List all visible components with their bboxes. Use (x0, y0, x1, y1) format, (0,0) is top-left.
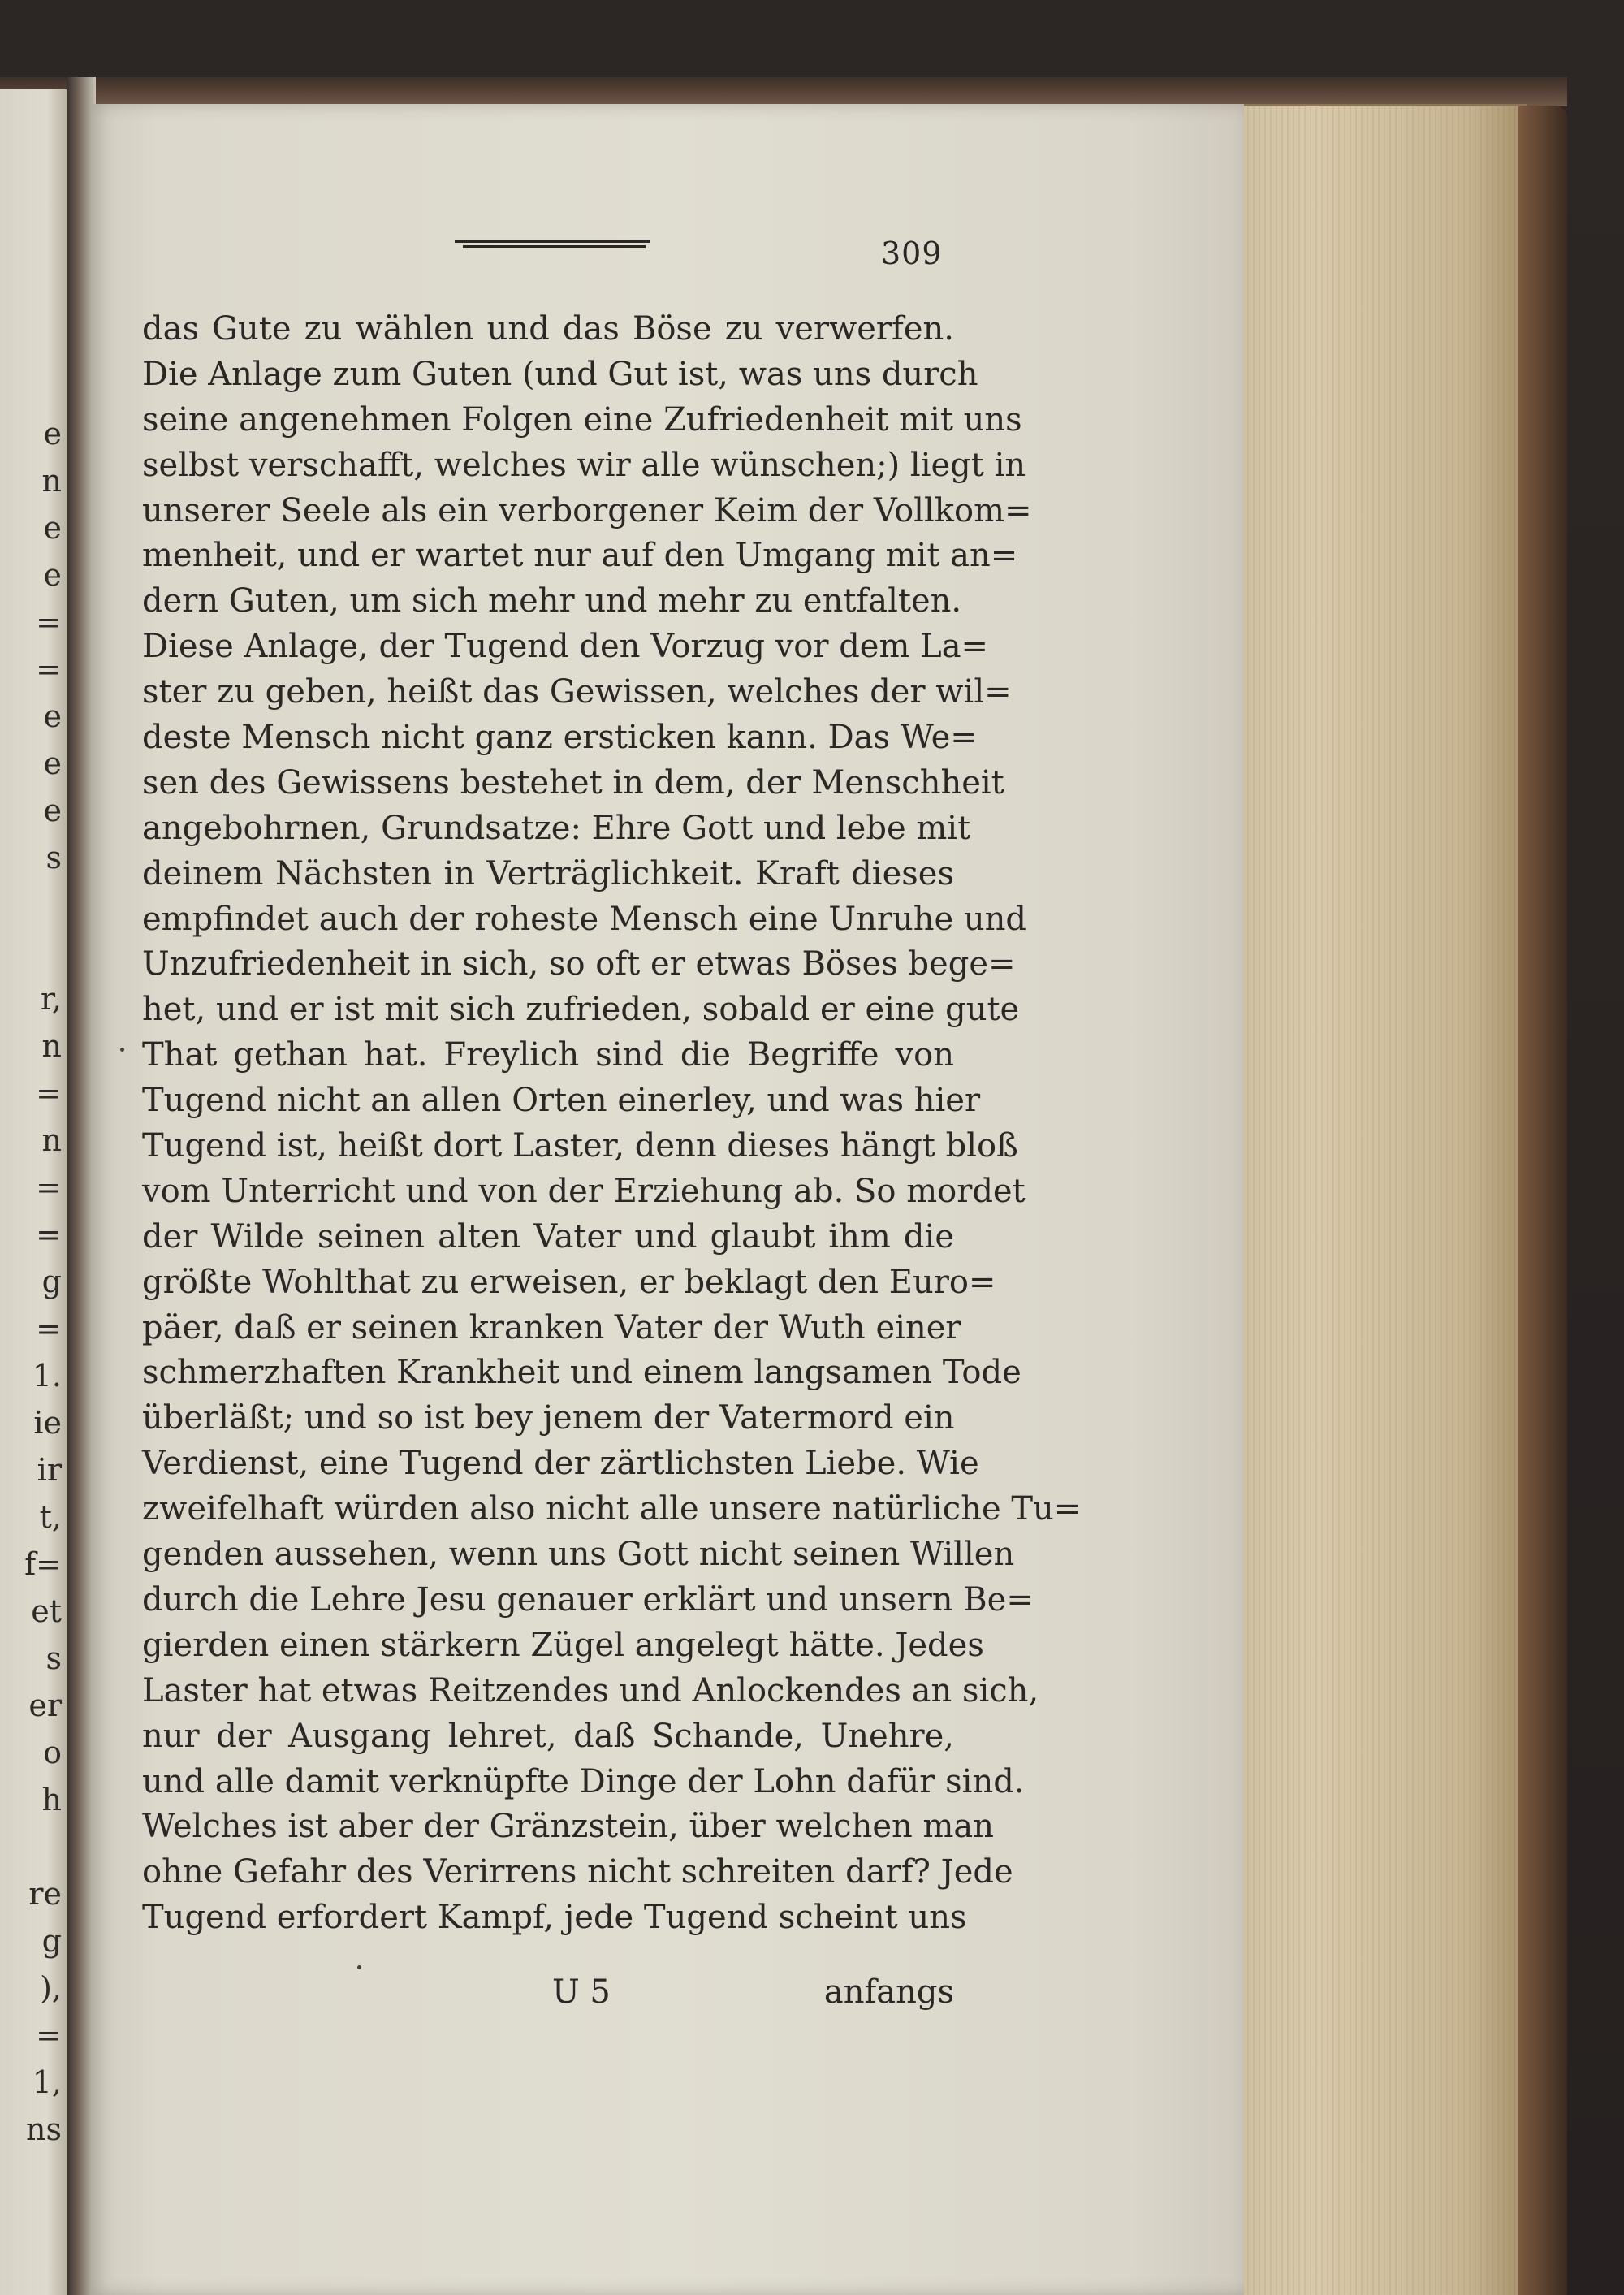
left-page-edge (0, 89, 71, 2295)
text-line: deinem Nächsten in Verträglichkeit. Kraft dieses (142, 854, 954, 892)
left-page-fragment: t, (39, 1499, 62, 1535)
text-line: ster zu geben, heißt das Gewissen, welches der wil= (142, 673, 1012, 711)
text-line: Tugend nicht an allen Orten einerley, und was hier (142, 1082, 981, 1120)
text-line: Tugend ist, heißt dort Laster, denn dieses hängt bloß (142, 1127, 1018, 1165)
text-line: zweifelhaft würden also nicht alle unsere natürliche Tu= (142, 1490, 1082, 1528)
text-line: selbst verschafft, welches wir alle wünschen;) liegt in (142, 446, 1026, 484)
body-text (142, 307, 1082, 1941)
text-line: Tugend erfordert Kampf, jede Tugend scheint uns (142, 1899, 967, 1937)
left-page-fragment: = (36, 1311, 62, 1346)
left-page-fragment: = (36, 604, 62, 640)
rule-line-top (455, 240, 650, 243)
left-page-fragment (5, 881, 62, 928)
left-page-fragment: o (43, 1735, 62, 1770)
left-page-fragment: er (28, 1688, 62, 1723)
text-line: der Wilde seinen alten Vater und glaubt ihm die (142, 1217, 954, 1256)
left-page-fragment: = (36, 1217, 62, 1252)
text-line: überläßt; und so ist bey jenem der Vatermord ein (142, 1399, 955, 1437)
left-page-fragment: h (41, 1782, 62, 1817)
page-footer (142, 1973, 954, 2019)
text-line: genden aussehen, wenn uns Gott nicht seinen Willen (142, 1536, 1015, 1574)
ink-speck (357, 1965, 361, 1969)
text-line: angebohrnen, Grundsatze: Ehre Gott und lebe mit (142, 809, 971, 847)
text-line: päer, daß er seinen kranken Vater der Wuth einer (142, 1308, 961, 1346)
text-line: unserer Seele als ein verborgener Keim der Vollkom= (142, 491, 1032, 529)
left-page-fragment: r, (40, 981, 62, 1017)
left-page-fragment: ns (26, 2111, 62, 2147)
left-page-fragment: ir (37, 1452, 62, 1488)
page-number: 309 (881, 236, 943, 271)
left-page-fragment: = (36, 2017, 62, 2053)
signature-mark: U 5 (552, 1973, 611, 2011)
left-page-fragment: 1. (32, 1358, 62, 1394)
text-line: Die Anlage zum Guten (und Gut ist, was uns durch (142, 355, 978, 393)
left-page-fragment: e (43, 416, 62, 452)
left-page-fragment: s (45, 1640, 62, 1676)
page-fore-edge (1224, 104, 1527, 2295)
left-page-fragment: n (41, 1028, 62, 1064)
left-page-fragment: ie (33, 1405, 62, 1441)
left-page-fragment: e (43, 793, 62, 828)
left-page-fragment (5, 1823, 62, 1870)
top-cover-edge (0, 77, 1567, 106)
left-page-fragment: s (45, 840, 62, 875)
text-line: seine angenehmen Folgen eine Zufriedenheit mit uns (142, 400, 1022, 439)
text-line: Unzufriedenheit in sich, so oft er etwas Böses bege= (142, 945, 1016, 983)
left-page-fragment: = (36, 1169, 62, 1205)
text-line: That gethan hat. Freylich sind die Begriffe von (142, 1036, 954, 1074)
text-line: sen des Gewissens bestehet in dem, der Menschheit (142, 763, 1004, 802)
left-page-fragment: g (41, 1923, 62, 1959)
text-line: gierden einen stärkern Zügel angelegt hätte. Jedes (142, 1626, 984, 1664)
text-line: menheit, und er wartet nur auf den Umgang mit an= (142, 537, 1018, 575)
left-page-fragment: e (43, 698, 62, 734)
text-line: Verdienst, eine Tugend der zärtlichsten Liebe. Wie (142, 1445, 979, 1483)
left-page-fragment: n (41, 1122, 62, 1158)
left-page-text-fragments (5, 410, 62, 2153)
left-page-fragment: 1, (32, 2064, 62, 2100)
text-line: ohne Gefahr des Verirrens nicht schreiten darf? Jede (142, 1853, 1013, 1891)
text-line: het, und er ist mit sich zufrieden, sobald er eine gute (142, 991, 1020, 1029)
text-line: empfindet auch der roheste Mensch eine Unruhe und (142, 900, 1026, 938)
header-ornament-rule (455, 240, 650, 251)
text-line: Welches ist aber der Gränzstein, über welchen man (142, 1808, 995, 1846)
text-line: durch die Lehre Jesu genauer erklärt und unsern Be= (142, 1580, 1034, 1619)
left-page-fragment: et (31, 1593, 62, 1629)
text-line: nur der Ausgang lehret, daß Schande, Unehre, (142, 1717, 954, 1755)
text-line: Diese Anlage, der Tugend den Vorzug vor dem La= (142, 628, 989, 666)
text-line: und alle damit verknüpfte Dinge der Lohn dafür sind. (142, 1762, 1025, 1800)
catchword: anfangs (823, 1973, 954, 2011)
text-line: deste Mensch nicht ganz ersticken kann. Das We= (142, 719, 978, 757)
left-page-fragment: = (36, 1075, 62, 1111)
cover-board (1518, 106, 1567, 2295)
text-line: Laster hat etwas Reitzendes und Anlockendes an sich, (142, 1671, 1039, 1709)
left-page-fragment: e (43, 510, 62, 546)
left-page-fragment: e (43, 746, 62, 781)
ink-speck (120, 1048, 124, 1052)
text-line: dern Guten, um sich mehr und mehr zu entfalten. (142, 582, 962, 620)
text-line: größte Wohlthat zu erweisen, er beklagt den Euro= (142, 1263, 996, 1301)
left-page-fragment: g (41, 1264, 62, 1299)
left-page-fragment: e (43, 557, 62, 593)
left-page-fragment: re (28, 1876, 62, 1912)
left-page-fragment: ), (40, 1970, 62, 2006)
left-page-fragment: n (41, 463, 62, 499)
text-line: vom Unterricht und von der Erziehung ab. So mordet (142, 1172, 1026, 1210)
left-page-fragment: = (36, 651, 62, 687)
text-line: schmerzhaften Krankheit und einem langsamen Tode (142, 1354, 1021, 1392)
left-page-fragment (5, 928, 62, 975)
text-line: das Gute zu wählen und das Böse zu verwerfen. (142, 310, 954, 348)
rule-line-bottom (463, 245, 646, 248)
left-page-fragment: f= (24, 1546, 62, 1582)
